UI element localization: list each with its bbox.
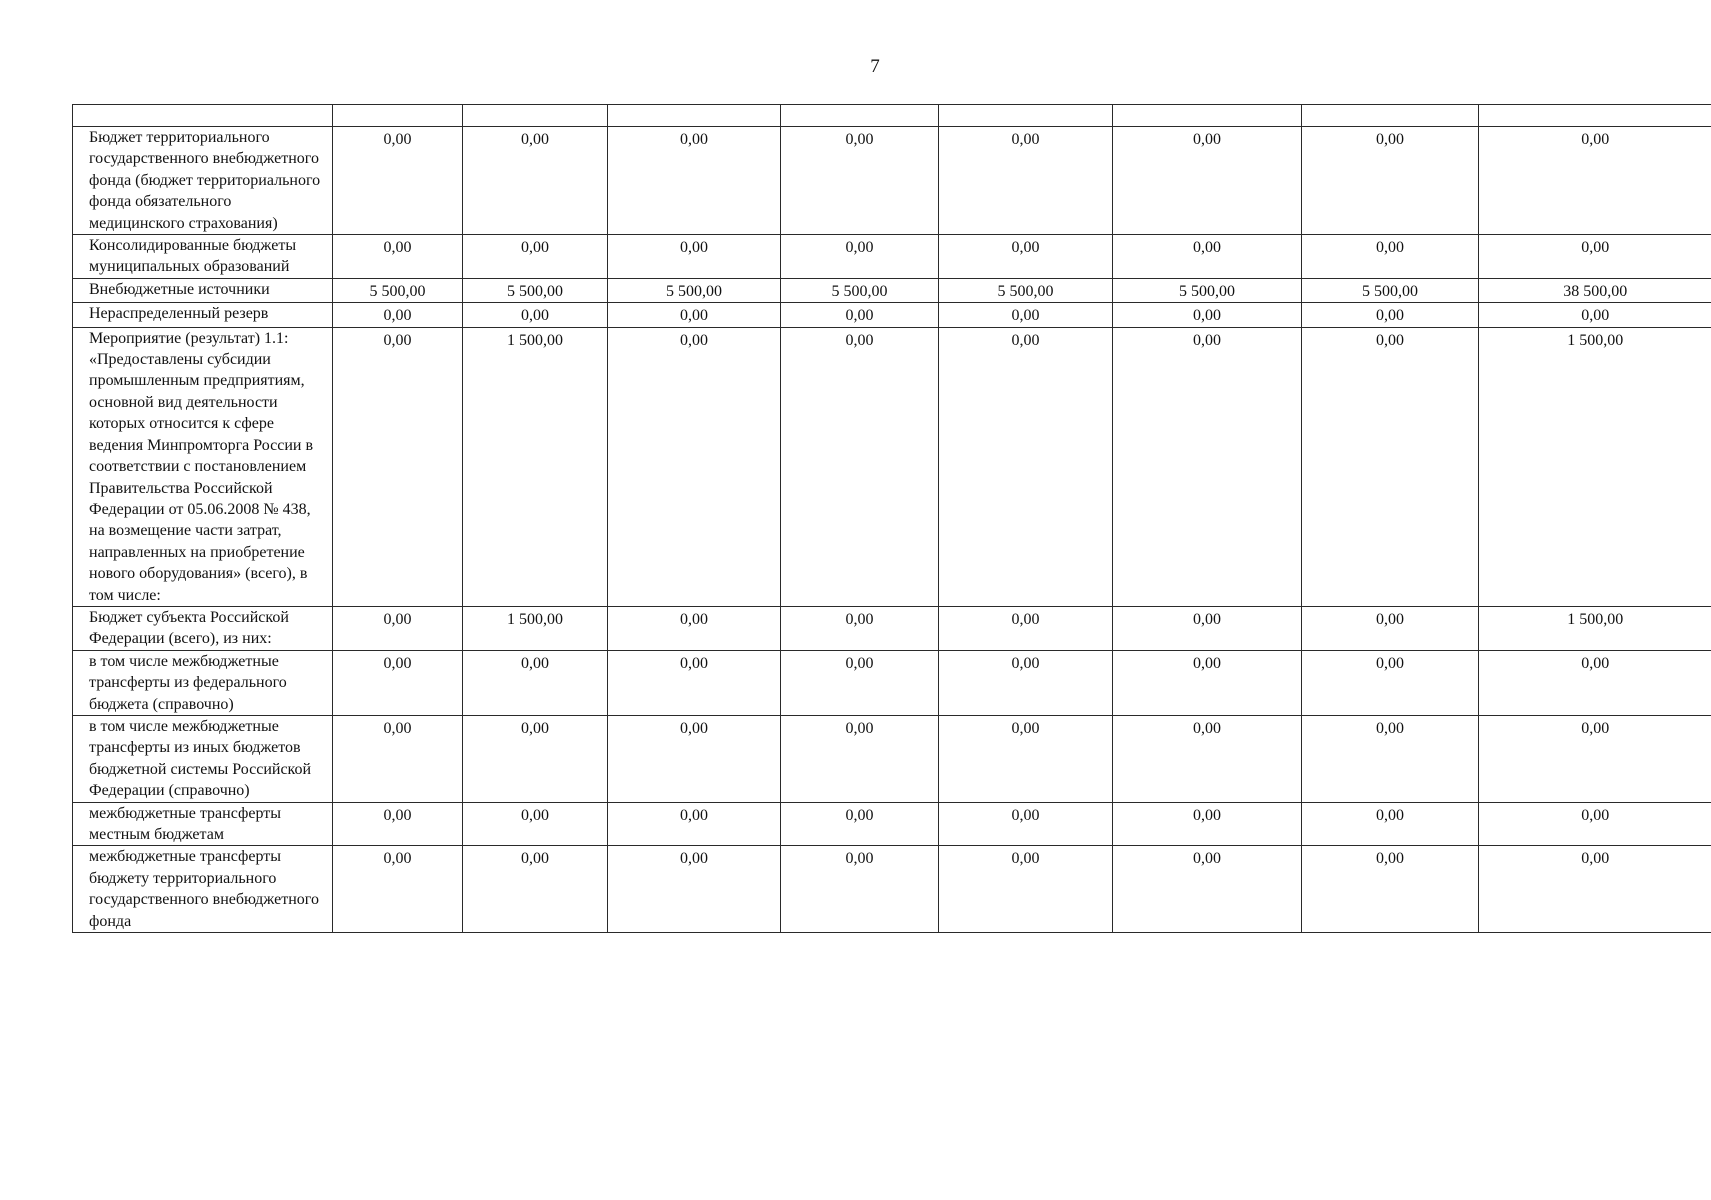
value-cell: 0,00 [608, 127, 781, 235]
value-cell: 0,00 [1113, 235, 1302, 279]
value-cell: 0,00 [1479, 715, 1711, 802]
value-cell: 0,00 [939, 802, 1113, 846]
header-cell [781, 105, 939, 127]
table-row [73, 303, 1711, 327]
value-cell: 0,00 [333, 802, 463, 846]
value-cell: 5 500,00 [608, 278, 781, 302]
row-label: Нераспределенный резерв [73, 303, 333, 327]
value-cell: 0,00 [608, 715, 781, 802]
value-cell: 0,00 [1302, 802, 1479, 846]
value-cell: 5 500,00 [463, 278, 608, 302]
value-cell: 0,00 [1113, 606, 1302, 650]
table-header-row [73, 105, 1711, 127]
row-label: в том числе межбюджетные трансферты из иных бюджетов бюджетной системы Российской Федерации (справочно) [73, 715, 333, 802]
value-cell: 0,00 [463, 127, 608, 235]
value-cell: 0,00 [333, 127, 463, 235]
value-cell: 0,00 [1479, 127, 1711, 235]
value-cell: 0,00 [463, 715, 608, 802]
value-cell: 0,00 [939, 235, 1113, 279]
value-cell: 0,00 [1113, 127, 1302, 235]
header-cell [333, 105, 463, 127]
value-cell: 0,00 [608, 235, 781, 279]
value-cell: 0,00 [333, 606, 463, 650]
value-cell: 0,00 [463, 235, 608, 279]
value-cell: 0,00 [939, 650, 1113, 715]
value-cell: 0,00 [333, 327, 463, 606]
value-cell: 0,00 [781, 802, 939, 846]
row-label: Мероприятие (результат) 1.1: «Предоставлены субсидии промышленным предприятиям, основной вид деятельности которых относится к сфере ведения Минпромторга России в соответствии с постановлением Правительства Российской Федерации от 05.06.2008 № 438, на возмещение части затрат, направленных на приобретение нового оборудования» (всего), в том числе: [73, 327, 333, 606]
value-cell: 0,00 [1302, 327, 1479, 606]
value-cell: 0,00 [1302, 715, 1479, 802]
header-cell [608, 105, 781, 127]
value-cell: 5 500,00 [1113, 278, 1302, 302]
row-label: межбюджетные трансферты местным бюджетам [73, 802, 333, 846]
value-cell: 5 500,00 [1302, 278, 1479, 302]
value-cell: 1 500,00 [1479, 327, 1711, 606]
row-label: Бюджет территориального государственного внебюджетного фонда (бюджет территориального фонда обязательного медицинского страхования) [73, 127, 333, 235]
value-cell: 0,00 [1479, 303, 1711, 327]
row-label: в том числе межбюджетные трансферты из федерального бюджета (справочно) [73, 650, 333, 715]
table-row [73, 327, 1711, 606]
value-cell: 0,00 [463, 303, 608, 327]
value-cell: 5 500,00 [333, 278, 463, 302]
value-cell: 0,00 [939, 303, 1113, 327]
value-cell: 1 500,00 [463, 606, 608, 650]
page-number: 7 [870, 56, 880, 77]
value-cell: 0,00 [1479, 846, 1711, 933]
budget-table [72, 104, 1711, 933]
table-row [73, 650, 1711, 715]
value-cell: 0,00 [333, 846, 463, 933]
table-row [73, 235, 1711, 279]
value-cell: 0,00 [781, 606, 939, 650]
value-cell: 0,00 [1302, 235, 1479, 279]
value-cell: 0,00 [1302, 846, 1479, 933]
value-cell: 0,00 [1113, 802, 1302, 846]
value-cell: 0,00 [1302, 303, 1479, 327]
value-cell: 0,00 [1479, 650, 1711, 715]
value-cell: 5 500,00 [939, 278, 1113, 302]
value-cell: 0,00 [608, 606, 781, 650]
header-cell [73, 105, 333, 127]
value-cell: 0,00 [608, 802, 781, 846]
row-label: Консолидированные бюджеты муниципальных образований [73, 235, 333, 279]
value-cell: 0,00 [1479, 235, 1711, 279]
value-cell: 0,00 [1113, 303, 1302, 327]
value-cell: 0,00 [608, 327, 781, 606]
value-cell: 5 500,00 [781, 278, 939, 302]
value-cell: 0,00 [333, 235, 463, 279]
value-cell: 0,00 [1113, 650, 1302, 715]
value-cell: 0,00 [463, 846, 608, 933]
value-cell: 0,00 [1113, 327, 1302, 606]
header-cell [939, 105, 1113, 127]
row-label: Внебюджетные источники [73, 278, 333, 302]
value-cell: 1 500,00 [1479, 606, 1711, 650]
value-cell: 0,00 [1302, 606, 1479, 650]
value-cell: 0,00 [939, 715, 1113, 802]
value-cell: 0,00 [463, 650, 608, 715]
value-cell: 0,00 [1479, 802, 1711, 846]
value-cell: 0,00 [781, 127, 939, 235]
header-cell [1302, 105, 1479, 127]
header-cell [1479, 105, 1711, 127]
value-cell: 0,00 [608, 846, 781, 933]
value-cell: 0,00 [939, 606, 1113, 650]
value-cell: 0,00 [939, 327, 1113, 606]
value-cell: 0,00 [781, 327, 939, 606]
row-label: Бюджет субъекта Российской Федерации (всего), из них: [73, 606, 333, 650]
table-body [73, 105, 1711, 933]
value-cell: 1 500,00 [463, 327, 608, 606]
value-cell: 0,00 [781, 650, 939, 715]
value-cell: 0,00 [781, 846, 939, 933]
value-cell: 0,00 [608, 650, 781, 715]
row-label: межбюджетные трансферты бюджету территориального государственного внебюджетного фонда [73, 846, 333, 933]
value-cell: 0,00 [939, 846, 1113, 933]
value-cell: 0,00 [1113, 846, 1302, 933]
value-cell: 0,00 [463, 802, 608, 846]
table-row [73, 278, 1711, 302]
value-cell: 0,00 [333, 715, 463, 802]
header-cell [463, 105, 608, 127]
value-cell: 0,00 [781, 303, 939, 327]
value-cell: 0,00 [1302, 650, 1479, 715]
value-cell: 0,00 [781, 715, 939, 802]
table-row [73, 802, 1711, 846]
table-row [73, 846, 1711, 933]
value-cell: 0,00 [1113, 715, 1302, 802]
table-row [73, 127, 1711, 235]
table-row [73, 715, 1711, 802]
value-cell: 0,00 [1302, 127, 1479, 235]
header-cell [1113, 105, 1302, 127]
value-cell: 38 500,00 [1479, 278, 1711, 302]
table-row [73, 606, 1711, 650]
value-cell: 0,00 [939, 127, 1113, 235]
value-cell: 0,00 [608, 303, 781, 327]
value-cell: 0,00 [333, 650, 463, 715]
value-cell: 0,00 [333, 303, 463, 327]
value-cell: 0,00 [781, 235, 939, 279]
